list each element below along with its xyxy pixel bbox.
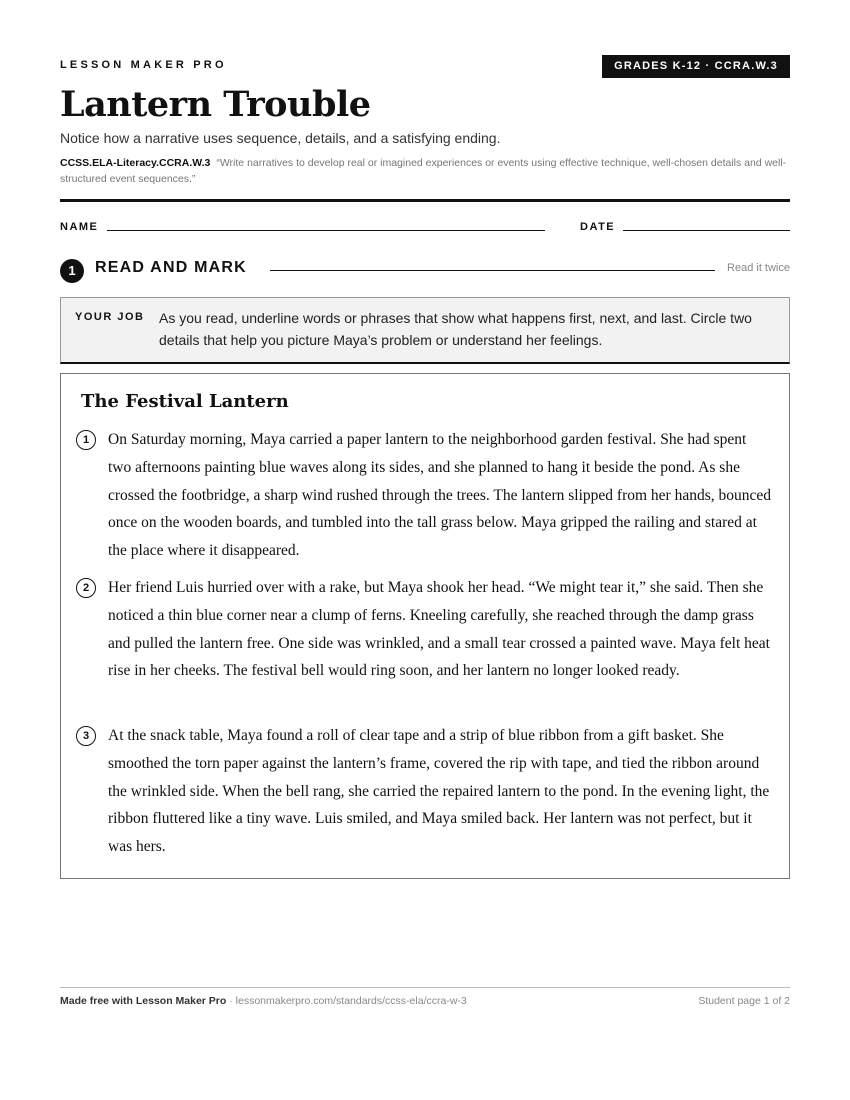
date-label: DATE — [580, 221, 616, 233]
story-paragraph: At the snack table, Maya found a roll of clear tape and a strip of blue ribbon from a gift basket. She smoothed the torn paper against the lantern’s frame, covered the rip with tape, and tied the ribbon around the wrinkled side. When the bell rang, she carried the repaired lantern to the pond. In the evening light, the ribbon fluttered like a tiny wave. Luis smiled, and Maya smiled back. Her lantern was not perfect, but it was hers. — [108, 727, 770, 856]
footer-url[interactable]: lessonmakerpro.com/standards/ccss-ela/ccra-w-3 — [235, 995, 467, 1007]
brand-name: LESSON MAKER PRO — [60, 59, 227, 71]
name-label: NAME — [60, 221, 99, 233]
footer-made-with: Made free with Lesson Maker Pro — [60, 995, 227, 1007]
name-field[interactable] — [107, 230, 545, 231]
worksheet-title: Lantern Trouble — [60, 84, 371, 125]
paragraph-number-badge: 2 — [76, 578, 96, 598]
section-title: READ AND MARK — [95, 259, 247, 276]
name-date-row — [60, 218, 790, 236]
story-paragraph: Her friend Luis hurried over with a rake, but Maya shook her head. “We might tear it,” she said. Then she noticed a thin blue corner near a clump of ferns. Kneeling carefully, she reached through the damp grass and pulled the lantern free. One side was wrinkled, and a small tear crossed a painted wave. Maya felt heat rise in her cheeks. The festival bell would ring soon, and her lantern no longer looked ready. — [108, 579, 770, 680]
standard-description — [60, 155, 790, 187]
section-rule — [270, 270, 715, 271]
story-passage-box — [60, 373, 790, 879]
standard-code: CCSS.ELA-Literacy.CCRA.W.3 — [60, 157, 211, 169]
worksheet-subtitle: Notice how a narrative uses sequence, details, and a satisfying ending. — [60, 130, 501, 146]
footer-divider — [60, 987, 790, 988]
grade-badge: GRADES K-12 · CCRA.W.3 — [602, 55, 790, 78]
section-note: Read it twice — [727, 262, 790, 274]
date-field[interactable] — [623, 230, 790, 231]
footer-credit: Made free with Lesson Maker Pro · lessonmakerpro.com/standards/ccss-ela/ccra-w-3 — [60, 995, 467, 1007]
standard-text: “Write narratives to develop real or imagined experiences or events using effective technique, well-chosen details and well-structured event sequences.” — [60, 157, 787, 185]
section-number-badge: 1 — [60, 259, 84, 283]
section-header — [60, 258, 790, 282]
story-paragraph: On Saturday morning, Maya carried a paper lantern to the neighborhood garden festival. She had spent two afternoons painting blue waves along its sides, and she planned to hang it beside the pond. As she crossed the footbridge, a sharp wind rushed through the trees. The lantern slipped from her hands, bounced once on the wooden boards, and tumbled into the tall grass below. Maya gripped the railing and stared at the place where it disappeared. — [108, 431, 772, 560]
header-divider — [60, 199, 790, 202]
page-indicator: Student page 1 of 2 — [698, 995, 790, 1007]
instructions-text: As you read, underline words or phrases that show what happens first, next, and last. Circle two details that help you picture Maya’s problem or understand her feelings. — [159, 310, 752, 348]
worksheet-page — [60, 0, 790, 1100]
paragraph-number-badge: 1 — [76, 430, 96, 450]
story-title: The Festival Lantern — [81, 391, 289, 412]
top-bar — [60, 55, 790, 79]
instructions-label: YOUR JOB — [75, 311, 145, 323]
paragraph-number-badge: 3 — [76, 726, 96, 746]
instructions-box — [60, 297, 790, 364]
